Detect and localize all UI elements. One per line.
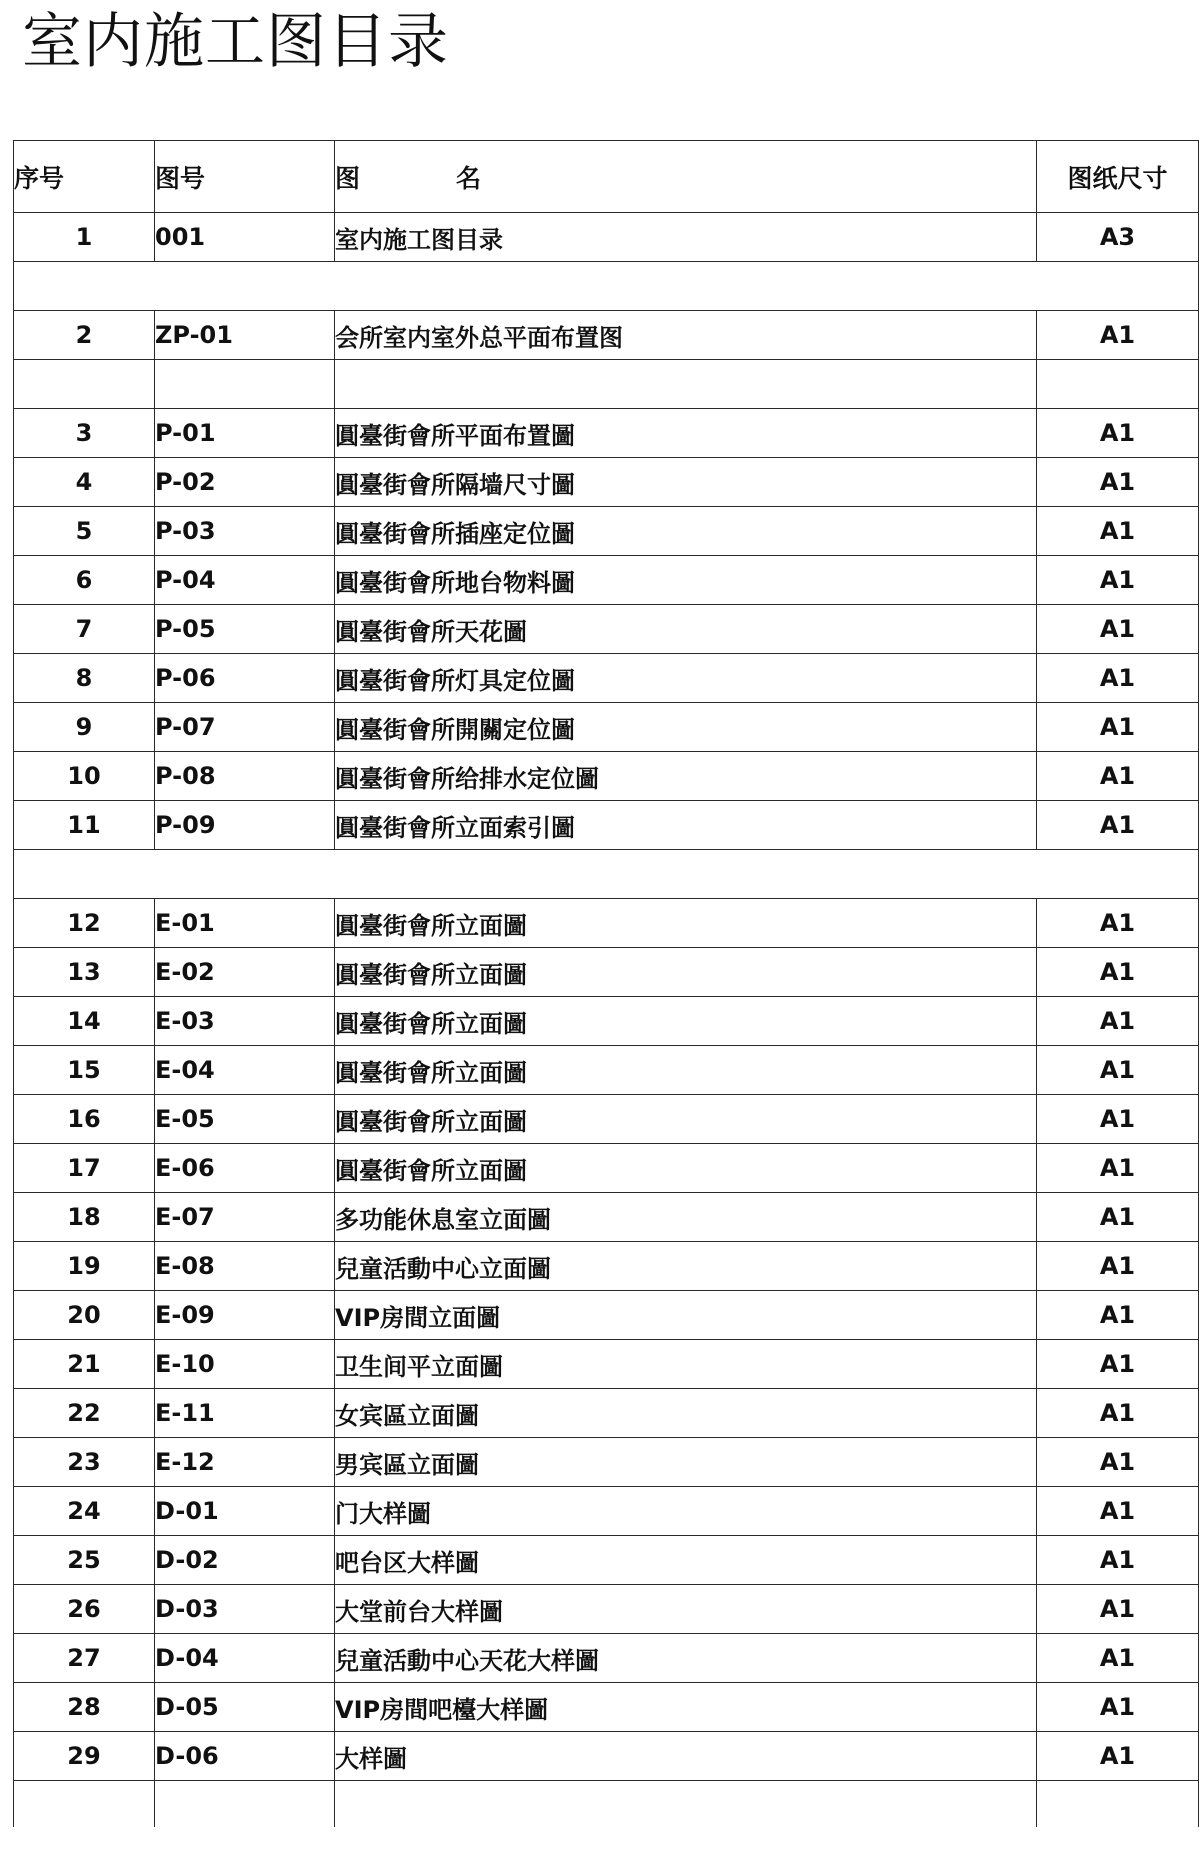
drawing-name-cell: 大堂前台大样圖 — [335, 1585, 1037, 1634]
serial-number-cell: 23 — [14, 1438, 155, 1487]
serial-number-cell: 16 — [14, 1095, 155, 1144]
sheet-size-cell: A1 — [1037, 311, 1199, 360]
sheet-size-cell: A1 — [1037, 703, 1199, 752]
table-row — [14, 654, 1199, 703]
drawing-name-cell: 圓臺街會所立面圖 — [335, 1046, 1037, 1095]
sheet-size-cell: A1 — [1037, 1438, 1199, 1487]
serial-number-cell: 6 — [14, 556, 155, 605]
drawing-name-cell: 多功能休息室立面圖 — [335, 1193, 1037, 1242]
sheet-size-cell: A1 — [1037, 1732, 1199, 1781]
table-row — [14, 752, 1199, 801]
sheet-size-cell: A1 — [1037, 1193, 1199, 1242]
sheet-size-cell: A1 — [1037, 801, 1199, 850]
drawing-catalog-table — [13, 140, 1199, 1827]
serial-number-cell: 2 — [14, 311, 155, 360]
drawing-number-cell: D-03 — [155, 1585, 335, 1634]
header-serial-number: 序号 — [14, 141, 155, 213]
table-row — [14, 507, 1199, 556]
drawing-name-cell: 圓臺街會所插座定位圖 — [335, 507, 1037, 556]
serial-number-cell: 18 — [14, 1193, 155, 1242]
sheet-size-cell: A1 — [1037, 1487, 1199, 1536]
sheet-size-cell: A1 — [1037, 556, 1199, 605]
sheet-size-cell: A1 — [1037, 1683, 1199, 1732]
table-row — [14, 605, 1199, 654]
drawing-number-cell: D-06 — [155, 1732, 335, 1781]
sheet-size-cell: A1 — [1037, 1634, 1199, 1683]
serial-number-cell: 17 — [14, 1144, 155, 1193]
empty-cell — [14, 262, 155, 311]
sheet-size-cell: A1 — [1037, 899, 1199, 948]
table-row — [14, 1193, 1199, 1242]
drawing-name-cell: 会所室内室外总平面布置图 — [335, 311, 1037, 360]
empty-cell — [1037, 360, 1199, 409]
drawing-number-cell: E-12 — [155, 1438, 335, 1487]
serial-number-cell: 10 — [14, 752, 155, 801]
sheet-size-cell: A1 — [1037, 1585, 1199, 1634]
header-drawing-name-part-2: 名 — [456, 163, 482, 193]
drawing-number-cell: E-11 — [155, 1389, 335, 1438]
drawing-number-cell: D-05 — [155, 1683, 335, 1732]
table-row — [14, 997, 1199, 1046]
serial-number-cell: 3 — [14, 409, 155, 458]
sheet-size-cell: A1 — [1037, 1389, 1199, 1438]
serial-number-cell: 20 — [14, 1291, 155, 1340]
drawing-name-cell: 圓臺街會所平面布置圖 — [335, 409, 1037, 458]
drawing-name-cell: 圓臺街會所立面圖 — [335, 1095, 1037, 1144]
sheet-size-cell: A1 — [1037, 1144, 1199, 1193]
drawing-name-cell: 圓臺街會所開關定位圖 — [335, 703, 1037, 752]
drawing-number-cell: P-03 — [155, 507, 335, 556]
serial-number-cell: 11 — [14, 801, 155, 850]
sheet-size-cell: A1 — [1037, 948, 1199, 997]
table-empty-row — [14, 360, 1199, 409]
header-drawing-name — [335, 141, 1037, 213]
drawing-number-cell: D-04 — [155, 1634, 335, 1683]
drawing-number-cell: P-02 — [155, 458, 335, 507]
table-row — [14, 1683, 1199, 1732]
drawing-number-cell: E-03 — [155, 997, 335, 1046]
table-section-gap-row — [14, 262, 1199, 311]
serial-number-cell: 7 — [14, 605, 155, 654]
empty-cell — [155, 262, 335, 311]
sheet-size-cell: A1 — [1037, 1340, 1199, 1389]
drawing-name-cell: VIP房間立面圖 — [335, 1291, 1037, 1340]
table-row — [14, 703, 1199, 752]
drawing-number-cell: E-09 — [155, 1291, 335, 1340]
serial-number-cell: 25 — [14, 1536, 155, 1585]
drawing-name-cell: 圓臺街會所立面圖 — [335, 997, 1037, 1046]
drawing-name-cell: 大样圖 — [335, 1732, 1037, 1781]
header-drawing-number: 图号 — [155, 141, 335, 213]
table-row — [14, 1144, 1199, 1193]
table-row — [14, 948, 1199, 997]
serial-number-cell: 26 — [14, 1585, 155, 1634]
table-row — [14, 1732, 1199, 1781]
drawing-number-cell: E-06 — [155, 1144, 335, 1193]
serial-number-cell: 4 — [14, 458, 155, 507]
table-row — [14, 1046, 1199, 1095]
drawing-number-cell: E-08 — [155, 1242, 335, 1291]
table-row — [14, 458, 1199, 507]
serial-number-cell: 8 — [14, 654, 155, 703]
empty-cell — [155, 360, 335, 409]
serial-number-cell: 21 — [14, 1340, 155, 1389]
empty-cell — [335, 262, 1037, 311]
table-row — [14, 311, 1199, 360]
drawing-name-cell: 圓臺街會所立面圖 — [335, 899, 1037, 948]
empty-cell — [14, 1781, 155, 1828]
header-drawing-name-part-1: 图 — [335, 163, 361, 193]
drawing-name-cell: 圓臺街會所天花圖 — [335, 605, 1037, 654]
drawing-number-cell: P-06 — [155, 654, 335, 703]
sheet-size-cell: A1 — [1037, 1046, 1199, 1095]
table-row — [14, 1095, 1199, 1144]
sheet-size-cell: A1 — [1037, 1242, 1199, 1291]
sheet-size-cell: A1 — [1037, 458, 1199, 507]
drawing-name-cell: 圓臺街會所给排水定位圖 — [335, 752, 1037, 801]
drawing-number-cell: P-08 — [155, 752, 335, 801]
drawing-name-cell: 兒童活動中心天花大样圖 — [335, 1634, 1037, 1683]
drawing-number-cell: P-04 — [155, 556, 335, 605]
table-row — [14, 213, 1199, 262]
table-row — [14, 1536, 1199, 1585]
empty-cell — [1037, 262, 1199, 311]
sheet-size-cell: A1 — [1037, 409, 1199, 458]
sheet-size-cell: A1 — [1037, 654, 1199, 703]
table-row — [14, 1389, 1199, 1438]
table-body — [14, 213, 1199, 1828]
sheet-size-cell: A1 — [1037, 997, 1199, 1046]
drawing-name-cell: 圓臺街會所立面圖 — [335, 1144, 1037, 1193]
drawing-number-cell: E-04 — [155, 1046, 335, 1095]
empty-cell — [155, 1781, 335, 1828]
drawing-number-cell: E-07 — [155, 1193, 335, 1242]
empty-cell — [14, 360, 155, 409]
empty-cell — [155, 850, 335, 899]
table-row — [14, 801, 1199, 850]
table-row — [14, 1634, 1199, 1683]
drawing-number-cell: P-05 — [155, 605, 335, 654]
drawing-number-cell: P-07 — [155, 703, 335, 752]
sheet-size-cell: A1 — [1037, 1291, 1199, 1340]
drawing-name-cell: 卫生间平立面圖 — [335, 1340, 1037, 1389]
serial-number-cell: 29 — [14, 1732, 155, 1781]
document-title: 室内施工图目录 — [22, 7, 449, 77]
table-row — [14, 1242, 1199, 1291]
serial-number-cell: 5 — [14, 507, 155, 556]
table-section-gap-row — [14, 850, 1199, 899]
table-header-row — [14, 141, 1199, 213]
drawing-number-cell: E-01 — [155, 899, 335, 948]
drawing-name-cell: 圓臺街會所地台物料圖 — [335, 556, 1037, 605]
drawing-number-cell: P-01 — [155, 409, 335, 458]
serial-number-cell: 15 — [14, 1046, 155, 1095]
drawing-name-cell: 圓臺街會所立面圖 — [335, 948, 1037, 997]
drawing-name-cell: 圓臺街會所立面索引圖 — [335, 801, 1037, 850]
empty-cell — [335, 850, 1037, 899]
serial-number-cell: 22 — [14, 1389, 155, 1438]
drawing-name-cell: 兒童活動中心立面圖 — [335, 1242, 1037, 1291]
table-row — [14, 1487, 1199, 1536]
drawing-number-cell: P-09 — [155, 801, 335, 850]
sheet-size-cell: A1 — [1037, 1095, 1199, 1144]
drawing-number-cell: D-02 — [155, 1536, 335, 1585]
drawing-name-cell: 圓臺街會所隔墙尺寸圖 — [335, 458, 1037, 507]
empty-cell — [1037, 1781, 1199, 1828]
table-empty-row — [14, 1781, 1199, 1828]
empty-cell — [335, 360, 1037, 409]
table-row — [14, 1291, 1199, 1340]
drawing-number-cell: 001 — [155, 213, 335, 262]
serial-number-cell: 9 — [14, 703, 155, 752]
serial-number-cell: 14 — [14, 997, 155, 1046]
table-row — [14, 1438, 1199, 1487]
drawing-number-cell: ZP-01 — [155, 311, 335, 360]
drawing-name-cell: 吧台区大样圖 — [335, 1536, 1037, 1585]
table-row — [14, 899, 1199, 948]
drawing-name-cell: 男宾區立面圖 — [335, 1438, 1037, 1487]
header-sheet-size: 图纸尺寸 — [1037, 141, 1199, 213]
table-row — [14, 409, 1199, 458]
table-row — [14, 1340, 1199, 1389]
empty-cell — [1037, 850, 1199, 899]
serial-number-cell: 24 — [14, 1487, 155, 1536]
serial-number-cell: 1 — [14, 213, 155, 262]
drawing-name-cell: 圓臺街會所灯具定位圖 — [335, 654, 1037, 703]
table-row — [14, 1585, 1199, 1634]
serial-number-cell: 28 — [14, 1683, 155, 1732]
drawing-number-cell: D-01 — [155, 1487, 335, 1536]
sheet-size-cell: A3 — [1037, 213, 1199, 262]
sheet-size-cell: A1 — [1037, 752, 1199, 801]
serial-number-cell: 12 — [14, 899, 155, 948]
drawing-name-cell: VIP房間吧檯大样圖 — [335, 1683, 1037, 1732]
empty-cell — [335, 1781, 1037, 1828]
sheet-size-cell: A1 — [1037, 1536, 1199, 1585]
drawing-number-cell: E-02 — [155, 948, 335, 997]
serial-number-cell: 27 — [14, 1634, 155, 1683]
drawing-number-cell: E-05 — [155, 1095, 335, 1144]
drawing-name-cell: 门大样圖 — [335, 1487, 1037, 1536]
serial-number-cell: 13 — [14, 948, 155, 997]
sheet-size-cell: A1 — [1037, 507, 1199, 556]
serial-number-cell: 19 — [14, 1242, 155, 1291]
empty-cell — [14, 850, 155, 899]
drawing-name-cell: 女宾區立面圖 — [335, 1389, 1037, 1438]
sheet-size-cell: A1 — [1037, 605, 1199, 654]
table-row — [14, 556, 1199, 605]
drawing-number-cell: E-10 — [155, 1340, 335, 1389]
drawing-name-cell: 室内施工图目录 — [335, 213, 1037, 262]
